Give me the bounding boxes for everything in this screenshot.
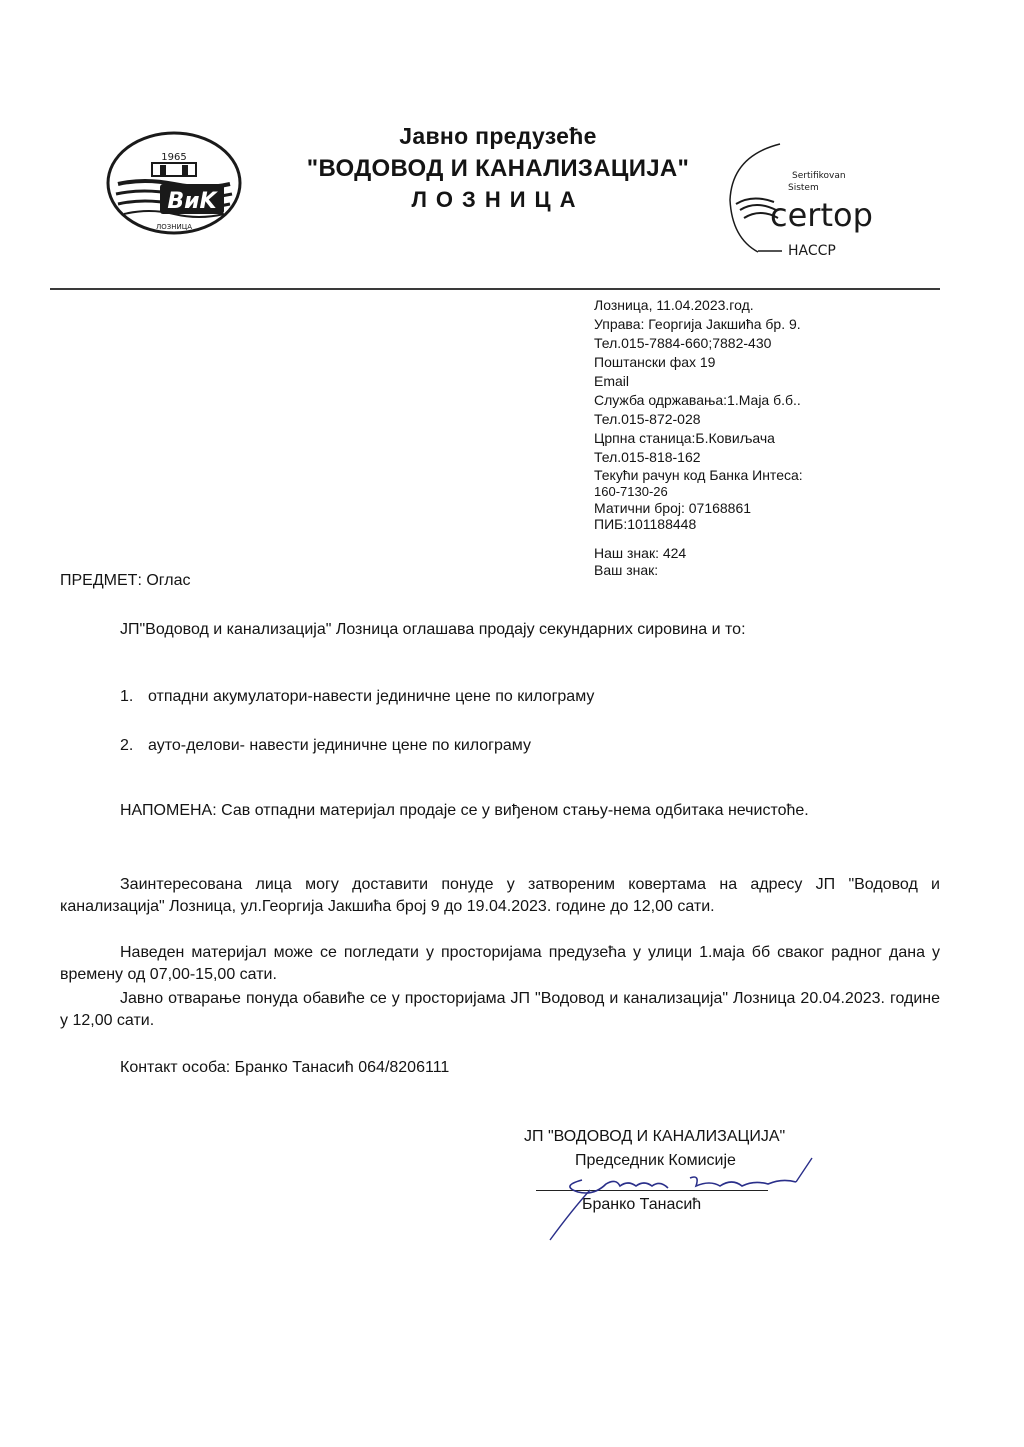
intro-text: ЈП"Водовод и канализација" Лозница оглашава продају секундарних сировина и то: <box>120 621 746 638</box>
handwritten-signature <box>520 1150 820 1250</box>
certification-logo <box>718 138 908 268</box>
list-item-number: 1. <box>120 688 134 705</box>
our-reference: Наш знак: 424 <box>594 545 687 561</box>
list-item <box>120 688 594 706</box>
info-registry-number: Матични број: 07168861 <box>594 500 752 516</box>
contact-info-block <box>594 296 803 532</box>
info-po-box: Поштански фах 19 <box>594 354 716 370</box>
info-maintenance-phone: Тел.015-872-028 <box>594 411 701 427</box>
header-city: ЛОЗНИЦА <box>411 187 585 212</box>
opening-paragraph: Јавно отварање понуда обавиће се у просторијама ЈП "Водовод и канализација" Лозница 20.04.2023. године у 12,00 сати. <box>60 990 940 1029</box>
svg-text:1965: 1965 <box>161 152 187 163</box>
inspection-paragraph: Наведен материјал може се погледати у просторијама предузећа у улици 1.маја бб сваког радног дана у времену од 07,00-15,00 сати. <box>60 944 940 983</box>
svg-text:certop: certop <box>770 196 873 234</box>
list-item <box>120 737 531 755</box>
header-line1: Јавно предузеће <box>399 123 597 149</box>
svg-text:HACCP: HACCP <box>788 243 836 259</box>
company-logo <box>104 128 244 238</box>
signatory-name: Бранко Танасић <box>582 1196 702 1213</box>
info-bank: Текући рачун код Банка Интеса: <box>594 467 803 483</box>
list-item-text: отпадни акумулатори-навести јединичне цене по килограму <box>148 688 595 705</box>
signature-role: Председник Комисије <box>575 1152 736 1169</box>
info-email: Email <box>594 373 630 389</box>
header-company-name: "ВОДОВОД И КАНАЛИЗАЦИЈА" <box>306 155 690 182</box>
reference-numbers <box>594 545 686 579</box>
info-phone: Тел.015-7884-660;7882-430 <box>594 335 772 351</box>
info-pump-phone: Тел.015-818-162 <box>594 449 701 465</box>
list-item-number: 2. <box>120 737 134 754</box>
svg-text:Sertifikovan: Sertifikovan <box>792 171 846 181</box>
info-pump-station: Црпна станица:Б.Ковиљача <box>594 430 775 446</box>
header-divider <box>50 288 940 290</box>
list-item-text: ауто-делови- навести јединичне цене по килограму <box>148 737 531 754</box>
info-maintenance: Служба одржавања:1.Маја б.б.. <box>594 392 801 408</box>
submission-paragraph: Заинтересована лица могу доставити понуде у затвореним ковертама на адресу ЈП "Водовод и канализација" Лозница, ул.Георгија Јакшића број 9 до 19.04.2023. године до 12,00 сати. <box>60 876 940 915</box>
svg-text:ЛОЗНИЦА: ЛОЗНИЦА <box>156 223 192 231</box>
info-address: Управа: Георгија Јакшића бр. 9. <box>594 316 801 332</box>
contact-person: Контакт особа: Бранко Танасић 064/8206111 <box>120 1059 450 1076</box>
subject-line: ПРЕДМЕТ: Оглас <box>60 572 191 589</box>
info-tax-id: ПИБ:101188448 <box>594 516 697 532</box>
svg-text:BиK: BиK <box>167 189 217 214</box>
info-date: Лозница, 11.04.2023.год. <box>594 297 754 313</box>
your-reference: Ваш знак: <box>594 562 659 578</box>
info-bank-account: 160-7130-26 <box>594 484 668 499</box>
note-paragraph: НАПОМЕНА: Сав отпадни материјал продаје се у виђеном стању-нема одбитака нечистоће. <box>120 802 809 819</box>
signature-organization: ЈП "ВОДОВОД И КАНАЛИЗАЦИЈА" <box>524 1128 786 1145</box>
svg-text:Sistem: Sistem <box>788 183 819 193</box>
